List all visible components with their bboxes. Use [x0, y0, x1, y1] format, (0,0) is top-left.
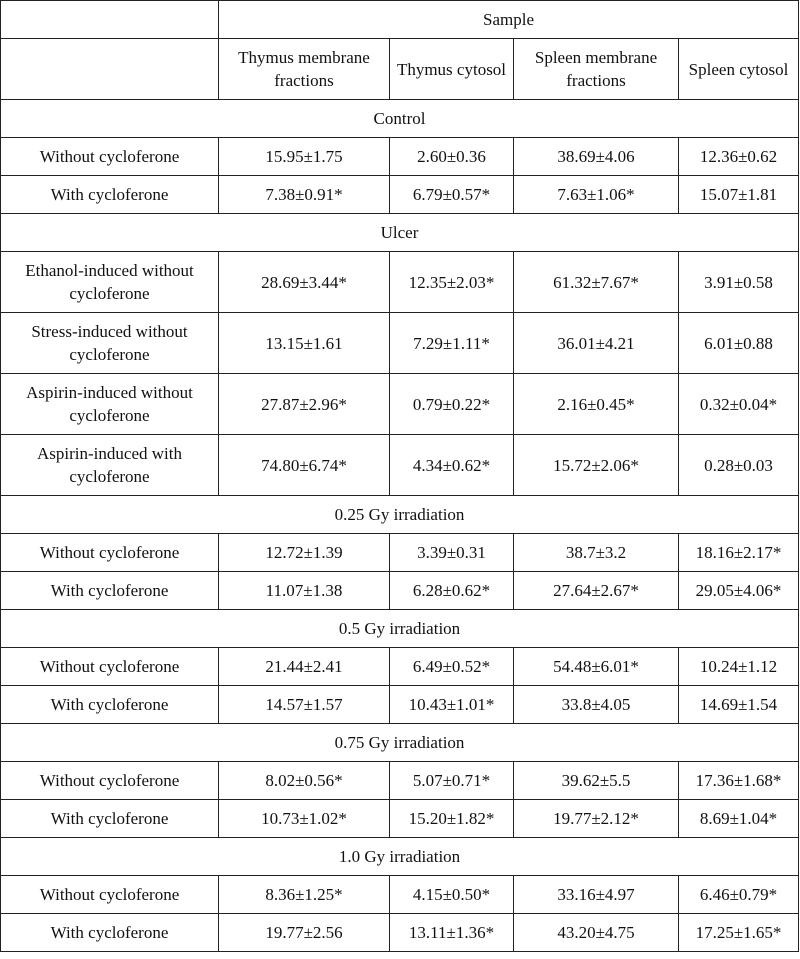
section-title: Ulcer	[1, 214, 799, 252]
table-cell: 14.57±1.57	[219, 686, 390, 724]
table-cell: 5.07±0.71*	[390, 762, 514, 800]
table-row	[1, 138, 799, 176]
section-row	[1, 100, 799, 138]
table-cell: 10.43±1.01*	[390, 686, 514, 724]
row-label: Without cycloferone	[1, 762, 219, 800]
column-header: Spleen membrane fractions	[514, 39, 679, 100]
table-cell: 10.24±1.12	[679, 648, 799, 686]
row-label: With cycloferone	[1, 800, 219, 838]
table-row	[1, 572, 799, 610]
row-label: Aspirin-induced with cycloferone	[1, 435, 219, 496]
table-cell: 27.87±2.96*	[219, 374, 390, 435]
section-row	[1, 214, 799, 252]
table-cell: 6.01±0.88	[679, 313, 799, 374]
table-cell: 15.95±1.75	[219, 138, 390, 176]
section-row	[1, 838, 799, 876]
table-cell: 15.07±1.81	[679, 176, 799, 214]
table-row	[1, 252, 799, 313]
table-cell: 8.36±1.25*	[219, 876, 390, 914]
table-cell: 17.36±1.68*	[679, 762, 799, 800]
table-cell: 7.63±1.06*	[514, 176, 679, 214]
table-cell: 36.01±4.21	[514, 313, 679, 374]
table-row	[1, 374, 799, 435]
table-cell: 15.20±1.82*	[390, 800, 514, 838]
table-cell: 2.16±0.45*	[514, 374, 679, 435]
row-label: With cycloferone	[1, 686, 219, 724]
table-cell: 39.62±5.5	[514, 762, 679, 800]
table-cell: 10.73±1.02*	[219, 800, 390, 838]
table-cell: 54.48±6.01*	[514, 648, 679, 686]
table-cell: 74.80±6.74*	[219, 435, 390, 496]
section-title: 0.5 Gy irradiation	[1, 610, 799, 648]
section-title: 1.0 Gy irradiation	[1, 838, 799, 876]
table-cell: 18.16±2.17*	[679, 534, 799, 572]
table-cell: 61.32±7.67*	[514, 252, 679, 313]
column-header: Spleen cytosol	[679, 39, 799, 100]
table-row	[1, 762, 799, 800]
row-label: With cycloferone	[1, 914, 219, 952]
table-body	[1, 100, 799, 952]
table-cell: 12.36±0.62	[679, 138, 799, 176]
row-label: Without cycloferone	[1, 648, 219, 686]
table-row	[1, 648, 799, 686]
table-cell: 3.39±0.31	[390, 534, 514, 572]
table-cell: 29.05±4.06*	[679, 572, 799, 610]
header-row-sample	[1, 1, 799, 39]
header-row-columns	[1, 39, 799, 100]
table-cell: 43.20±4.75	[514, 914, 679, 952]
table-cell: 4.34±0.62*	[390, 435, 514, 496]
table-cell: 0.79±0.22*	[390, 374, 514, 435]
table-cell: 38.69±4.06	[514, 138, 679, 176]
row-label: Ethanol-induced without cycloferone	[1, 252, 219, 313]
table-cell: 13.11±1.36*	[390, 914, 514, 952]
table-row	[1, 176, 799, 214]
sample-header: Sample	[219, 1, 799, 39]
table-row	[1, 686, 799, 724]
row-label: Stress-induced without cycloferone	[1, 313, 219, 374]
table-cell: 17.25±1.65*	[679, 914, 799, 952]
row-label: With cycloferone	[1, 572, 219, 610]
table-cell: 6.46±0.79*	[679, 876, 799, 914]
table-row	[1, 876, 799, 914]
table-cell: 6.79±0.57*	[390, 176, 514, 214]
section-title: Control	[1, 100, 799, 138]
table-row	[1, 435, 799, 496]
table-cell: 4.15±0.50*	[390, 876, 514, 914]
section-title: 0.75 Gy irradiation	[1, 724, 799, 762]
row-label: Without cycloferone	[1, 876, 219, 914]
column-header: Thymus cytosol	[390, 39, 514, 100]
table-row	[1, 313, 799, 374]
table-cell: 0.32±0.04*	[679, 374, 799, 435]
table-cell: 13.15±1.61	[219, 313, 390, 374]
section-row	[1, 496, 799, 534]
table-cell: 33.8±4.05	[514, 686, 679, 724]
row-label: Without cycloferone	[1, 534, 219, 572]
row-label: Aspirin-induced without cycloferone	[1, 374, 219, 435]
column-header: Thymus membrane fractions	[219, 39, 390, 100]
table-cell: 3.91±0.58	[679, 252, 799, 313]
table-row	[1, 800, 799, 838]
table-cell: 28.69±3.44*	[219, 252, 390, 313]
table-cell: 11.07±1.38	[219, 572, 390, 610]
table-row	[1, 534, 799, 572]
header-corner-cell	[1, 1, 219, 39]
table-cell: 27.64±2.67*	[514, 572, 679, 610]
table-cell: 6.28±0.62*	[390, 572, 514, 610]
table-cell: 2.60±0.36	[390, 138, 514, 176]
table-cell: 21.44±2.41	[219, 648, 390, 686]
row-label: With cycloferone	[1, 176, 219, 214]
table-cell: 38.7±3.2	[514, 534, 679, 572]
table-cell: 19.77±2.56	[219, 914, 390, 952]
table-cell: 6.49±0.52*	[390, 648, 514, 686]
table-cell: 8.02±0.56*	[219, 762, 390, 800]
table-cell: 14.69±1.54	[679, 686, 799, 724]
table-cell: 12.35±2.03*	[390, 252, 514, 313]
table-cell: 7.29±1.11*	[390, 313, 514, 374]
section-row	[1, 610, 799, 648]
header-empty-cell	[1, 39, 219, 100]
table-cell: 8.69±1.04*	[679, 800, 799, 838]
table-cell: 33.16±4.97	[514, 876, 679, 914]
table-cell: 12.72±1.39	[219, 534, 390, 572]
table-cell: 15.72±2.06*	[514, 435, 679, 496]
section-row	[1, 724, 799, 762]
table-cell: 7.38±0.91*	[219, 176, 390, 214]
table-cell: 0.28±0.03	[679, 435, 799, 496]
table-cell: 19.77±2.12*	[514, 800, 679, 838]
table-row	[1, 914, 799, 952]
section-title: 0.25 Gy irradiation	[1, 496, 799, 534]
row-label: Without cycloferone	[1, 138, 219, 176]
